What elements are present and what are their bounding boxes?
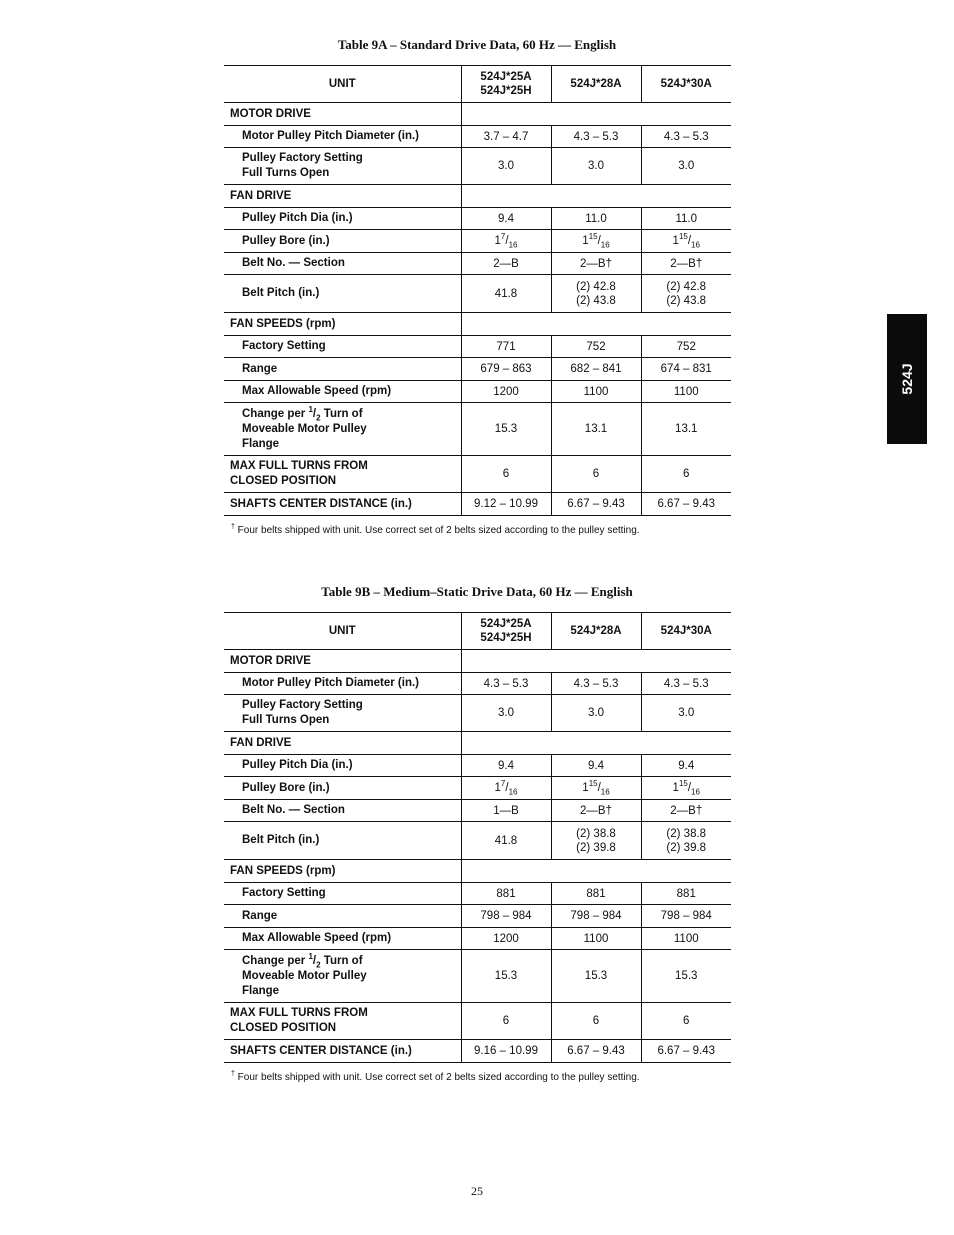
label-line: Flange (242, 984, 280, 997)
table-9a-footnote (231, 525, 640, 536)
frac-den: 16 (508, 240, 518, 250)
cell: 9.4 (461, 208, 551, 230)
cell: 6 (551, 456, 641, 493)
cell: 6 (641, 1003, 731, 1040)
table-row (224, 381, 731, 403)
table-row (224, 358, 731, 381)
table-row (224, 275, 731, 313)
frac-num: 15 (678, 232, 688, 242)
table-row (224, 822, 731, 860)
table-row (224, 126, 731, 148)
cell: 15.3 (461, 403, 551, 456)
table-9b-footnote (231, 1072, 640, 1083)
table-row (224, 253, 731, 275)
cell-line: (2) 39.8 (666, 841, 707, 854)
section-row (224, 185, 731, 208)
label-line: MAX FULL TURNS FROM (230, 460, 368, 472)
cell: 798 – 984 (641, 905, 731, 928)
unit-header: UNIT (328, 625, 356, 637)
label-text: Change per (242, 407, 309, 420)
cell: 2—B† (641, 253, 731, 275)
cell: 4.3 – 5.3 (641, 673, 731, 695)
col-header-25h: 524J*25H (480, 85, 532, 97)
cell (641, 275, 731, 313)
row-label: Factory Setting (242, 340, 326, 352)
frac-den: 16 (600, 240, 610, 250)
cell-line: (2) 38.8 (666, 827, 707, 840)
section-fan-drive: FAN DRIVE (230, 736, 292, 749)
cell: 679 – 863 (461, 358, 551, 381)
table-9b-title: Table 9B – Medium–Static Drive Data, 60 Hz — English (321, 584, 633, 599)
fraction-cell: $1^7/_{16}$ (461, 230, 551, 253)
frac-num: 7 (500, 779, 506, 789)
cell: 9.4 (461, 755, 551, 777)
row-label: Change per $^1/_2$ Turn of Moveable Motor Pulley Flange (242, 951, 367, 997)
footnote-text: Four belts shipped with unit. Use correct set of 2 belts sized according to the pulley setting. (234, 525, 640, 536)
row-label (224, 456, 461, 493)
row-label: Max Allowable Speed (rpm) (242, 385, 392, 397)
col-header-28a: 524J*28A (551, 66, 641, 103)
frac-num: 1 (308, 951, 313, 961)
table-row (224, 695, 731, 732)
cell: 2—B† (641, 800, 731, 822)
label-line: Pulley Factory Setting (242, 699, 363, 711)
table-row (224, 928, 731, 950)
side-tab-label: 524J (899, 363, 915, 395)
label-line: MAX FULL TURNS FROM (230, 1007, 368, 1019)
cell: 6 (641, 456, 731, 493)
frac-num: 7 (500, 232, 506, 242)
cell-line: (2) 42.8 (576, 280, 616, 293)
col-header-25 (461, 613, 551, 650)
label-text: Turn of (320, 954, 363, 967)
fraction-cell: $1^{15}/_{16}$ (641, 777, 731, 800)
cell: 9.16 – 10.99 (461, 1040, 551, 1063)
section-motor-drive: MOTOR DRIVE (230, 654, 311, 667)
cell: 13.1 (641, 403, 731, 456)
cell: 881 (641, 883, 731, 905)
frac-num: 15 (678, 779, 688, 789)
frac-whole: 1 (494, 235, 501, 247)
frac-whole: 1 (582, 782, 589, 794)
cell: 4.3 – 5.3 (551, 126, 641, 148)
row-label: Pulley Pitch Dia (in.) (242, 212, 353, 224)
cell: 6 (461, 456, 551, 493)
table-9a (224, 65, 731, 516)
frac-den: 16 (691, 240, 700, 250)
cell: 41.8 (461, 822, 551, 860)
table-row (224, 755, 731, 777)
label-line: Pulley Factory Setting (242, 152, 363, 164)
cell-line: (2) 43.8 (666, 294, 707, 307)
cell: 15.3 (551, 950, 641, 1003)
footnote-text: Four belts shipped with unit. Use correct set of 2 belts sized according to the pulley setting. (234, 1072, 640, 1083)
row-label: Belt No. — Section (242, 257, 345, 269)
row-label (224, 695, 461, 732)
cell: 752 (551, 336, 641, 358)
dagger-mark: † (231, 1070, 235, 1078)
cell: 3.7 – 4.7 (461, 126, 551, 148)
frac-den: 16 (691, 787, 700, 797)
cell: 6.67 – 9.43 (551, 1040, 641, 1063)
row-label: Factory Setting (242, 887, 326, 899)
table-row (224, 403, 731, 456)
row-label: Pulley Bore (in.) (242, 781, 330, 794)
cell: 4.3 – 5.3 (551, 673, 641, 695)
frac-whole: 1 (672, 235, 679, 247)
cell: 1200 (461, 928, 551, 950)
section-fan-drive: FAN DRIVE (230, 189, 292, 202)
cell: 6 (551, 1003, 641, 1040)
cell-line: (2) 43.8 (576, 294, 616, 307)
dagger-mark: † (231, 523, 235, 531)
frac-den: 16 (508, 787, 518, 797)
table-row (224, 883, 731, 905)
cell: 6.67 – 9.43 (641, 1040, 731, 1063)
table-9b (224, 612, 731, 1063)
page-number: 25 (471, 1184, 483, 1198)
fraction-cell: $1^{15}/_{16}$ (551, 777, 641, 800)
table-row (224, 336, 731, 358)
cell: 6 (461, 1003, 551, 1040)
cell: 1100 (551, 928, 641, 950)
header-row (224, 66, 731, 103)
cell: 2—B† (551, 800, 641, 822)
frac-num: 15 (588, 232, 598, 242)
cell: 1200 (461, 381, 551, 403)
row-label (224, 148, 461, 185)
cell: 798 – 984 (461, 905, 551, 928)
label-line: Full Turns Open (242, 714, 330, 726)
row-label: Range (242, 362, 278, 375)
cell: 3.0 (551, 148, 641, 185)
cell: 752 (641, 336, 731, 358)
row-label: Change per $^1/_2$ Turn of Moveable Motor Pulley Flange (242, 404, 367, 450)
cell (551, 822, 641, 860)
header-row (224, 613, 731, 650)
cell: 682 – 841 (551, 358, 641, 381)
cell: 3.0 (641, 695, 731, 732)
section-motor-drive: MOTOR DRIVE (230, 107, 311, 120)
frac-num: 15 (588, 779, 598, 789)
row-label: Belt Pitch (in.) (242, 287, 320, 299)
row-label: SHAFTS CENTER DISTANCE (in.) (230, 1044, 412, 1057)
table-row (224, 456, 731, 493)
table-row (224, 950, 731, 1003)
row-label: SHAFTS CENTER DISTANCE (in.) (230, 497, 412, 510)
col-header-25a: 524J*25A (480, 71, 532, 83)
section-row (224, 103, 731, 126)
cell (641, 822, 731, 860)
row-label: Range (242, 909, 278, 922)
cell: 6.67 – 9.43 (641, 493, 731, 516)
section-row (224, 732, 731, 755)
row-label: Motor Pulley Pitch Diameter (in.) (242, 677, 419, 689)
col-header-25a: 524J*25A (480, 618, 532, 630)
row-label: Belt Pitch (in.) (242, 834, 320, 846)
cell: 1100 (641, 381, 731, 403)
row-label (224, 1003, 461, 1040)
cell (551, 275, 641, 313)
frac-den: 16 (600, 787, 610, 797)
section-fan-speeds: FAN SPEEDS (rpm) (230, 864, 336, 877)
table-9a-title: Table 9A – Standard Drive Data, 60 Hz — English (337, 37, 617, 52)
cell: 41.8 (461, 275, 551, 313)
label-text: Turn of (320, 407, 363, 420)
cell: 4.3 – 5.3 (641, 126, 731, 148)
cell: 3.0 (461, 148, 551, 185)
table-row (224, 905, 731, 928)
cell: 11.0 (641, 208, 731, 230)
cell: 798 – 984 (551, 905, 641, 928)
label-line: Moveable Motor Pulley (242, 969, 367, 982)
cell: 771 (461, 336, 551, 358)
frac-whole: 1 (494, 782, 501, 794)
frac-whole: 1 (582, 235, 589, 247)
table-row (224, 800, 731, 822)
cell: 6.67 – 9.43 (551, 493, 641, 516)
frac-den: 2 (316, 412, 321, 422)
label-line: Moveable Motor Pulley (242, 422, 367, 435)
table-row (224, 777, 731, 800)
section-row (224, 860, 731, 883)
cell: 15.3 (461, 950, 551, 1003)
col-header-30a: 524J*30A (641, 66, 731, 103)
section-row (224, 650, 731, 673)
col-header-25h: 524J*25H (480, 632, 532, 644)
frac-den: 2 (316, 959, 321, 969)
fraction-cell: $1^{15}/_{16}$ (641, 230, 731, 253)
section-fan-speeds: FAN SPEEDS (rpm) (230, 317, 336, 330)
row-label: Pulley Bore (in.) (242, 234, 330, 247)
cell: 9.4 (551, 755, 641, 777)
cell: 1100 (641, 928, 731, 950)
cell: 9.4 (641, 755, 731, 777)
section-row (224, 313, 731, 336)
cell: 13.1 (551, 403, 641, 456)
fraction-cell: $1^7/_{16}$ (461, 777, 551, 800)
cell: 3.0 (551, 695, 641, 732)
unit-header: UNIT (328, 78, 356, 90)
fraction-cell: $1^{15}/_{16}$ (551, 230, 641, 253)
row-label: Belt No. — Section (242, 804, 345, 816)
cell-line: (2) 38.8 (576, 827, 616, 840)
section-side-tab (887, 314, 927, 444)
cell: 1—B (461, 800, 551, 822)
table-row (224, 230, 731, 253)
table-row (224, 1003, 731, 1040)
label-line: CLOSED POSITION (230, 475, 337, 487)
cell: 9.12 – 10.99 (461, 493, 551, 516)
row-label: Max Allowable Speed (rpm) (242, 932, 392, 944)
col-header-25 (461, 66, 551, 103)
table-row (224, 493, 731, 516)
table-row (224, 208, 731, 230)
cell: 4.3 – 5.3 (461, 673, 551, 695)
row-label: Motor Pulley Pitch Diameter (in.) (242, 130, 419, 142)
row-label: Pulley Pitch Dia (in.) (242, 759, 353, 771)
frac-whole: 1 (672, 782, 679, 794)
cell: 2—B (461, 253, 551, 275)
cell: 11.0 (551, 208, 641, 230)
col-header-30a: 524J*30A (641, 613, 731, 650)
cell: 15.3 (641, 950, 731, 1003)
table-row (224, 1040, 731, 1063)
cell: 3.0 (641, 148, 731, 185)
cell: 881 (461, 883, 551, 905)
cell: 1100 (551, 381, 641, 403)
cell: 3.0 (461, 695, 551, 732)
cell: 2—B† (551, 253, 641, 275)
table-row (224, 673, 731, 695)
cell: 674 – 831 (641, 358, 731, 381)
table-row (224, 148, 731, 185)
label-line: CLOSED POSITION (230, 1022, 337, 1034)
label-line: Full Turns Open (242, 167, 330, 179)
label-text: Change per (242, 954, 309, 967)
cell: 881 (551, 883, 641, 905)
col-header-28a: 524J*28A (551, 613, 641, 650)
frac-num: 1 (308, 404, 313, 414)
cell-line: (2) 39.8 (576, 841, 616, 854)
label-line: Flange (242, 437, 280, 450)
cell-line: (2) 42.8 (666, 280, 707, 293)
